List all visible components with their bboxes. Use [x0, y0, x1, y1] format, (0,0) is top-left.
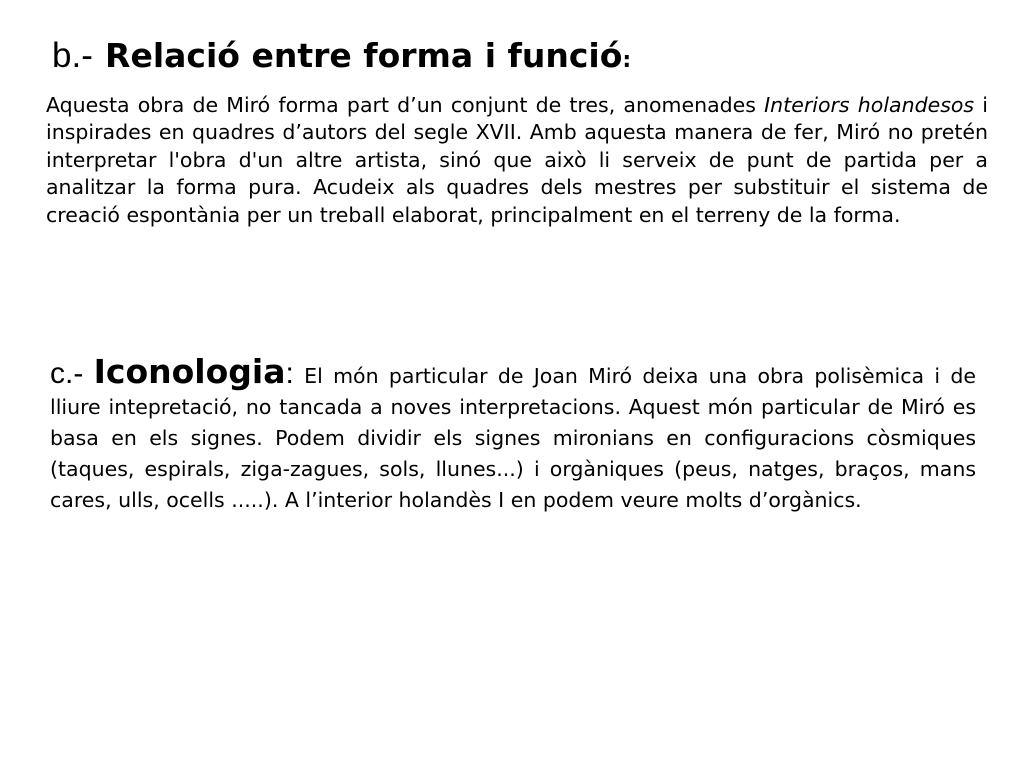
section-c-body: El món particular de Joan Miró deixa una obra polisèmica i de lliure intepretació, no tancada a noves interpretacions. Aquest món particular de Miró es basa en els signes. Podem dividir els signes mironians en configuracions còsmiques (taques, espirals, ziga-zagues, sols, llunes...) i orgàniques (peus, natges, braços, mans cares, ulls, ocells .....). A l’interior holandès I en podem veure molts d’orgànics. [50, 364, 976, 512]
section-c-colon: : [285, 357, 294, 390]
section-b-paragraph [46, 92, 988, 229]
section-b-italic-title: Interiors holandesos [764, 93, 975, 117]
section-b-text-start: Aquesta obra de Miró forma part d’un conjunt de tres, anomenades [46, 93, 765, 117]
section-b-title: Relació entre forma i funció [105, 36, 623, 75]
section-b-prefix: b.- [52, 36, 93, 75]
section-c-paragraph [50, 352, 976, 516]
section-b-text-end: i inspirades en quadres d’autors del segle XVII. Amb aquesta manera de fer, Miró no pretén interpretar l'obra d'un altre artista, sinó que això li serveix de punt de partida per a analitzar la forma pura. Acudeix als quadres dels mestres per substituir el sistema de creació espontània per un treball elaborat, principalment en el terreny de la forma. [46, 93, 988, 227]
section-c-title: Iconologia [93, 352, 286, 391]
section-c-prefix: c.- [50, 357, 84, 390]
section-b-colon: : [622, 48, 632, 73]
section-b-heading [52, 30, 982, 87]
